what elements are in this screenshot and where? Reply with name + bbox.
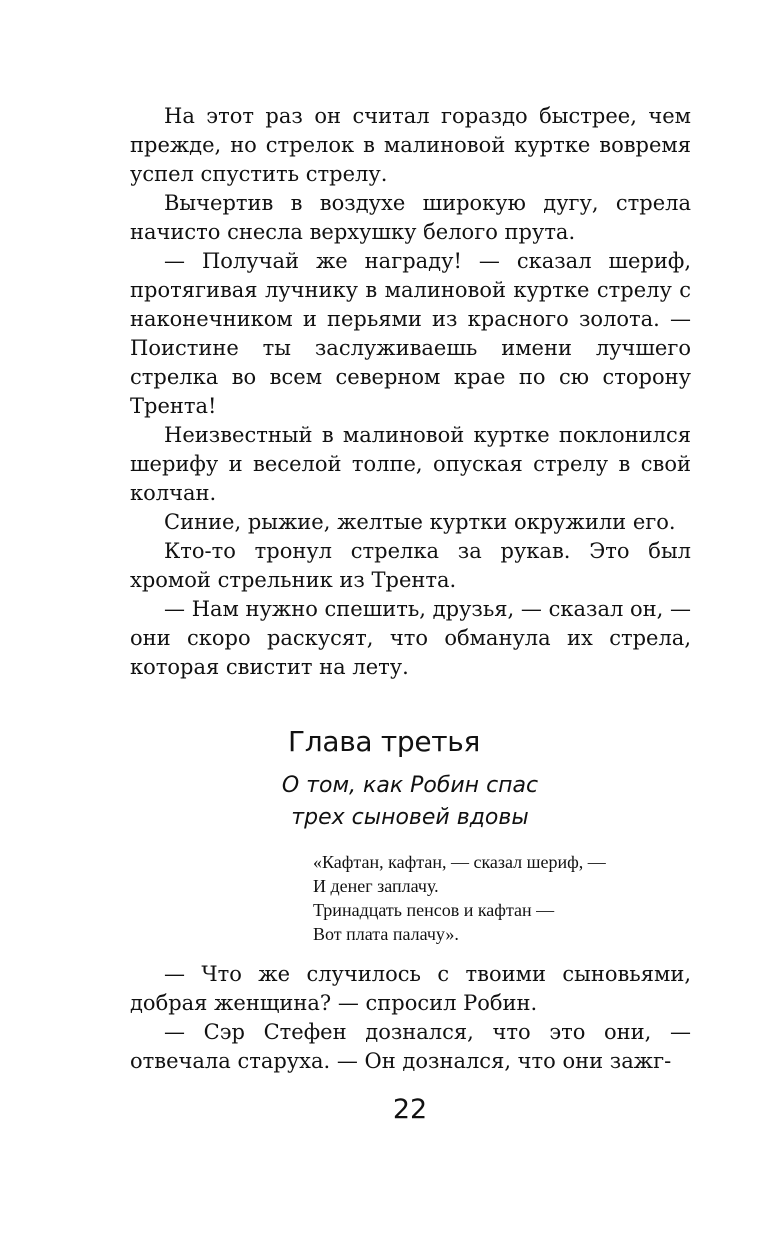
page-number: 22 [392,1094,428,1125]
chapter-subtitle-line: О том, как Робин спас [281,773,539,798]
paragraph: Синие, рыжие, желтые куртки окружили его. [164,510,676,534]
paragraph: — Что же случилось с твоими сыновьями, добрая женщина? — спросил Робин. [130,962,691,1015]
paragraph: На этот раз он считал гораздо быстрее, чем прежде, но стрелок в малиновой куртке вовремя успел спустить стрелу. [130,104,691,186]
chapter-ending-text [130,102,691,682]
chapter-body-text [130,960,691,1076]
epigraph [313,850,703,946]
paragraph: — Сэр Стефен дознался, что это они, — отвечала старуха. — Он дознался, что они зажг- [130,1020,691,1073]
epigraph-line: «Кафтан, кафтан, — сказал шериф, — [313,852,606,872]
paragraph: Вычертив в воздухе широкую дугу, стрела начисто снесла верхушку белого прута. [130,191,691,244]
paragraph: Кто-то тронул стрелка за рукав. Это был хромой стрельник из Трента. [130,539,691,592]
chapter-title: Глава третья [287,725,481,758]
paragraph: — Получай же награду! — сказал шериф, протягивая лучнику в малиновой куртке стрелу с наконечником и перьями из красного золота. — Поистине ты заслуживаешь имени лучшего стрелка во всем северном крае по сю сторону Трента! [130,249,691,418]
chapter-subtitle-line: трех сыновей вдовы [291,805,529,830]
paragraph: — Нам нужно спешить, друзья, — сказал он, — они скоро раскусят, что обманула их стрела, которая свистит на лету. [130,597,691,679]
paragraph: Неизвестный в малиновой куртке поклонился шерифу и веселой толпе, опуская стрелу в свой колчан. [130,423,691,505]
epigraph-line: Тринадцать пенсов и кафтан — [313,900,555,920]
epigraph-line: И денег заплачу. [313,876,439,896]
epigraph-line: Вот плата палачу». [313,924,459,944]
chapter-subtitle [0,770,768,834]
